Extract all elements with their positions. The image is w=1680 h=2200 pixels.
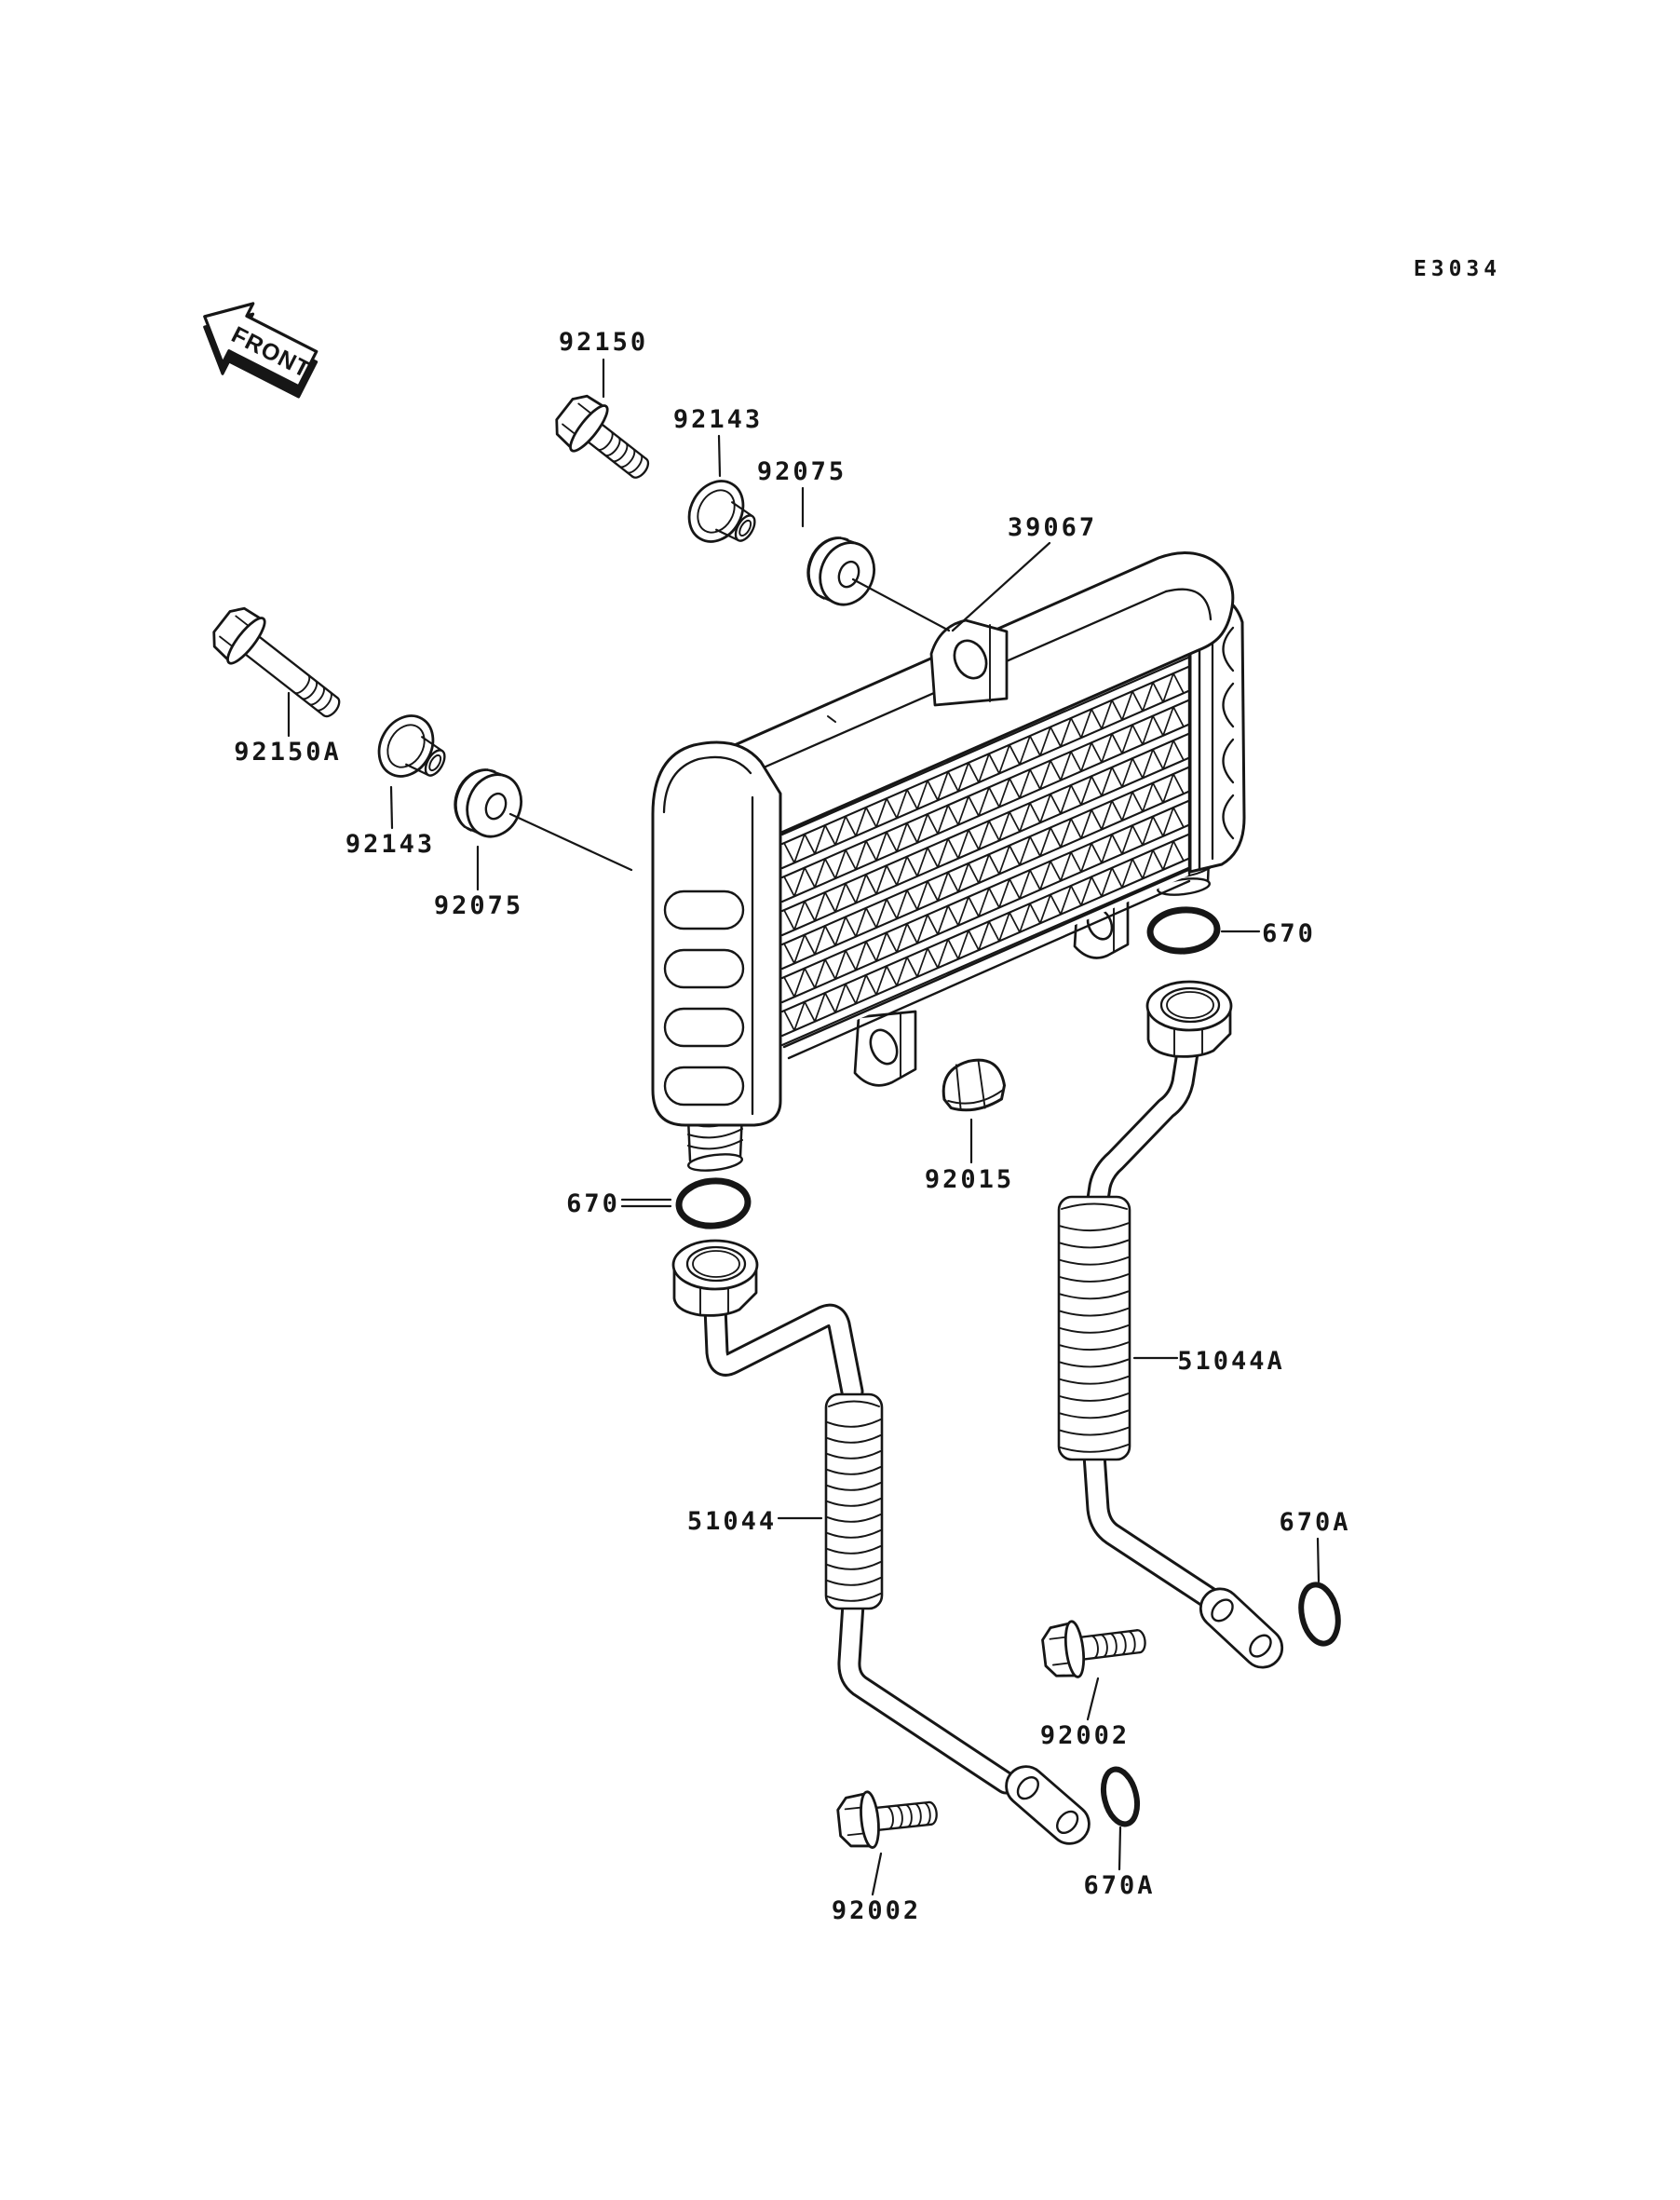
oil-pipe-51044a-assembly [1059,982,1290,1676]
leader-92002-upper [1088,1678,1098,1719]
pipe-51044a-upper [1097,1047,1188,1205]
part-label-92075-top: 92075 [756,457,847,486]
pipe-51044a-flange [1193,1581,1291,1676]
oring-670-right [1149,908,1219,954]
pipe-51044a-lower [1094,1455,1213,1600]
part-label-670a-lower: 670A [1083,1871,1156,1900]
part-label-39067: 39067 [1007,513,1098,542]
pipe-51044-upper [715,1308,852,1392]
oring-670a-upper [1296,1582,1343,1648]
leader-92143-top [719,436,720,476]
part-label-92150a: 92150A [234,738,342,767]
part-label-92075-left: 92075 [433,891,524,920]
part-label-92150: 92150 [558,328,649,357]
pipe-51044-union-nut [673,1241,757,1315]
cooler-left-tank [653,742,780,1125]
leader-670-left [622,1200,671,1206]
part-label-92002-upper: 92002 [1039,1721,1131,1750]
leader-670a-upper [1318,1539,1319,1582]
part-label-670-left: 670 [566,1189,620,1218]
assembly-line-left-mount [510,814,631,870]
front-label: FRONT [227,321,315,384]
oring-670a-lower [1098,1766,1143,1827]
part-label-670-right: 670 [1262,919,1316,948]
pipe-51044-spring-guard [826,1394,882,1609]
part-label-670a-upper: 670A [1279,1508,1351,1537]
bolt-92150-drawing [548,387,662,494]
oil-pipe-51044-assembly [673,1241,1097,1852]
pipe-51044a-union-nut [1147,982,1231,1056]
bolt-92002-upper-drawing [1041,1613,1148,1681]
part-label-92002-lower: 92002 [831,1896,922,1925]
part-label-51044a: 51044A [1177,1347,1285,1376]
diagram-artwork [205,387,1343,1852]
part-label-51044: 51044 [686,1507,778,1536]
part-label-92015: 92015 [924,1165,1015,1194]
oring-670-left [677,1178,749,1228]
assembly-line-top-mount [853,579,949,631]
bolt-92150a-drawing [205,600,353,733]
pipe-51044-lower [849,1604,1006,1783]
leader-670a-lower [1119,1827,1120,1869]
collar-92075-top-drawing [799,530,884,613]
pipe-51044a-spring-guard [1059,1197,1130,1460]
collar-92075-left-drawing [446,762,531,845]
damper-92143-top-drawing [679,471,767,559]
leader-92143-left [391,787,392,828]
part-label-92143-top: 92143 [672,405,764,434]
bolt-92002-lower-drawing [836,1785,940,1851]
leader-92002-lower [873,1854,881,1894]
cooler-bottom-tab-left [855,1012,915,1085]
damper-92143-left-drawing [369,706,457,794]
figure-code: E3034 [1413,257,1502,281]
pipe-51044-flange [998,1759,1097,1852]
cap-nut-92015-drawing [940,1056,1008,1113]
cooler-top-tab [931,620,1007,705]
front-direction-marker [185,287,327,410]
part-label-92143-left: 92143 [345,830,436,859]
